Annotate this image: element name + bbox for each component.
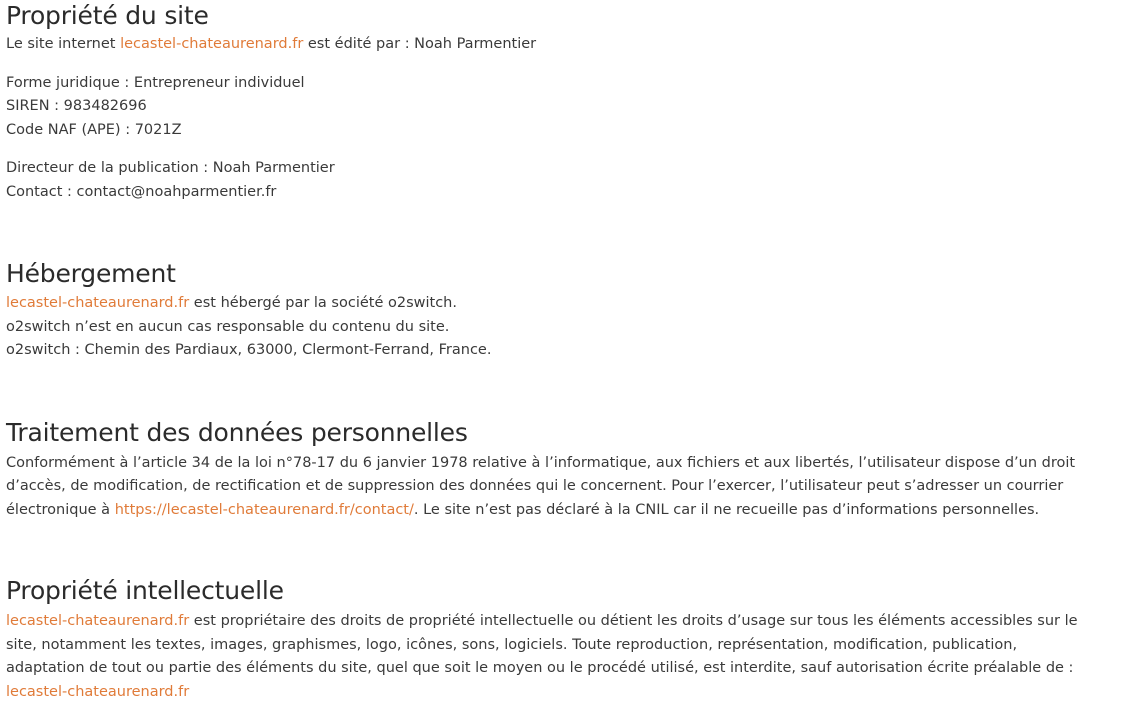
section-personal-data bbox=[6, 417, 1106, 523]
ip-end-site-link[interactable]: lecastel-chateaurenard.fr bbox=[6, 683, 190, 700]
siren-number: SIREN : 983482696 bbox=[6, 98, 147, 114]
hosting-address: o2switch : Chemin des Pardiaux, 63000, Clermont-Ferrand, France. bbox=[6, 342, 492, 358]
legal-form: Forme juridique : Entrepreneur individuel bbox=[6, 74, 305, 91]
section-intellectual-property bbox=[6, 575, 1106, 704]
personal-data-text: Conformément à l’article 34 de la loi n°78-17 du 6 janvier 1978 relative à l’informatique, aux fichiers et aux libertés, l’utilisateur dispose d’un droit d’accès, de modification, de rectification et de suppression des données qui le concernent. Pour l’exercer, l’utilisateur peut s’adresser un courrier électronique à bbox=[6, 454, 1076, 518]
hosting-line1: est hébergé par la société o2switch. bbox=[189, 295, 457, 311]
publisher-prefix: Le site internet bbox=[6, 36, 121, 52]
naf-code: Code NAF (APE) : 7021Z bbox=[6, 121, 182, 138]
heading-hosting: Hébergement bbox=[6, 259, 176, 288]
personal-data-paragraph bbox=[6, 452, 1096, 523]
site-publisher-line bbox=[6, 33, 1106, 57]
contact-page-link[interactable]: https://lecastel-chateaurenard.fr/contact/ bbox=[114, 501, 414, 518]
site-link[interactable]: lecastel-chateaurenard.fr bbox=[120, 36, 304, 52]
contact-email: Contact : contact@noahparmentier.fr bbox=[6, 183, 277, 200]
ip-site-link[interactable]: lecastel-chateaurenard.fr bbox=[6, 613, 190, 629]
publisher-suffix: est édité par : Noah Parmentier bbox=[303, 36, 537, 52]
hosting-details bbox=[6, 292, 1106, 363]
hosting-site-link[interactable]: lecastel-chateaurenard.fr bbox=[6, 295, 190, 311]
publication-director: Directeur de la publication : Noah Parmentier bbox=[6, 160, 335, 176]
company-details bbox=[6, 72, 1106, 143]
heading-intellectual-property: Propriété intellectuelle bbox=[6, 576, 284, 605]
hosting-line2: o2switch n’est en aucun cas responsable du contenu du site. bbox=[6, 318, 450, 335]
heading-site-ownership: Propriété du site bbox=[6, 1, 209, 30]
section-hosting bbox=[6, 258, 1106, 363]
heading-personal-data: Traitement des données personnelles bbox=[6, 417, 468, 447]
ip-text: est propriétaire des droits de propriété intellectuelle ou détient les droits d’usage sur tous les éléments accessibles sur le site, notamment les textes, images, graphismes, logo, icônes, sons, logiciels. Toute reproduction, représentation, modification, publication, adaptation de tout ou partie des éléments du site, quel que soit le moyen ou le procédé utilisé, est interdite, sauf autorisation écrite préalable de : bbox=[6, 613, 1078, 676]
intellectual-property-paragraph bbox=[6, 610, 1096, 704]
personal-data-text-end: . Le site n’est pas déclaré à la CNIL car il ne recueille pas d’informations personnelles. bbox=[413, 501, 1040, 518]
section-site-ownership bbox=[6, 0, 1106, 204]
publication-details bbox=[6, 157, 1106, 204]
